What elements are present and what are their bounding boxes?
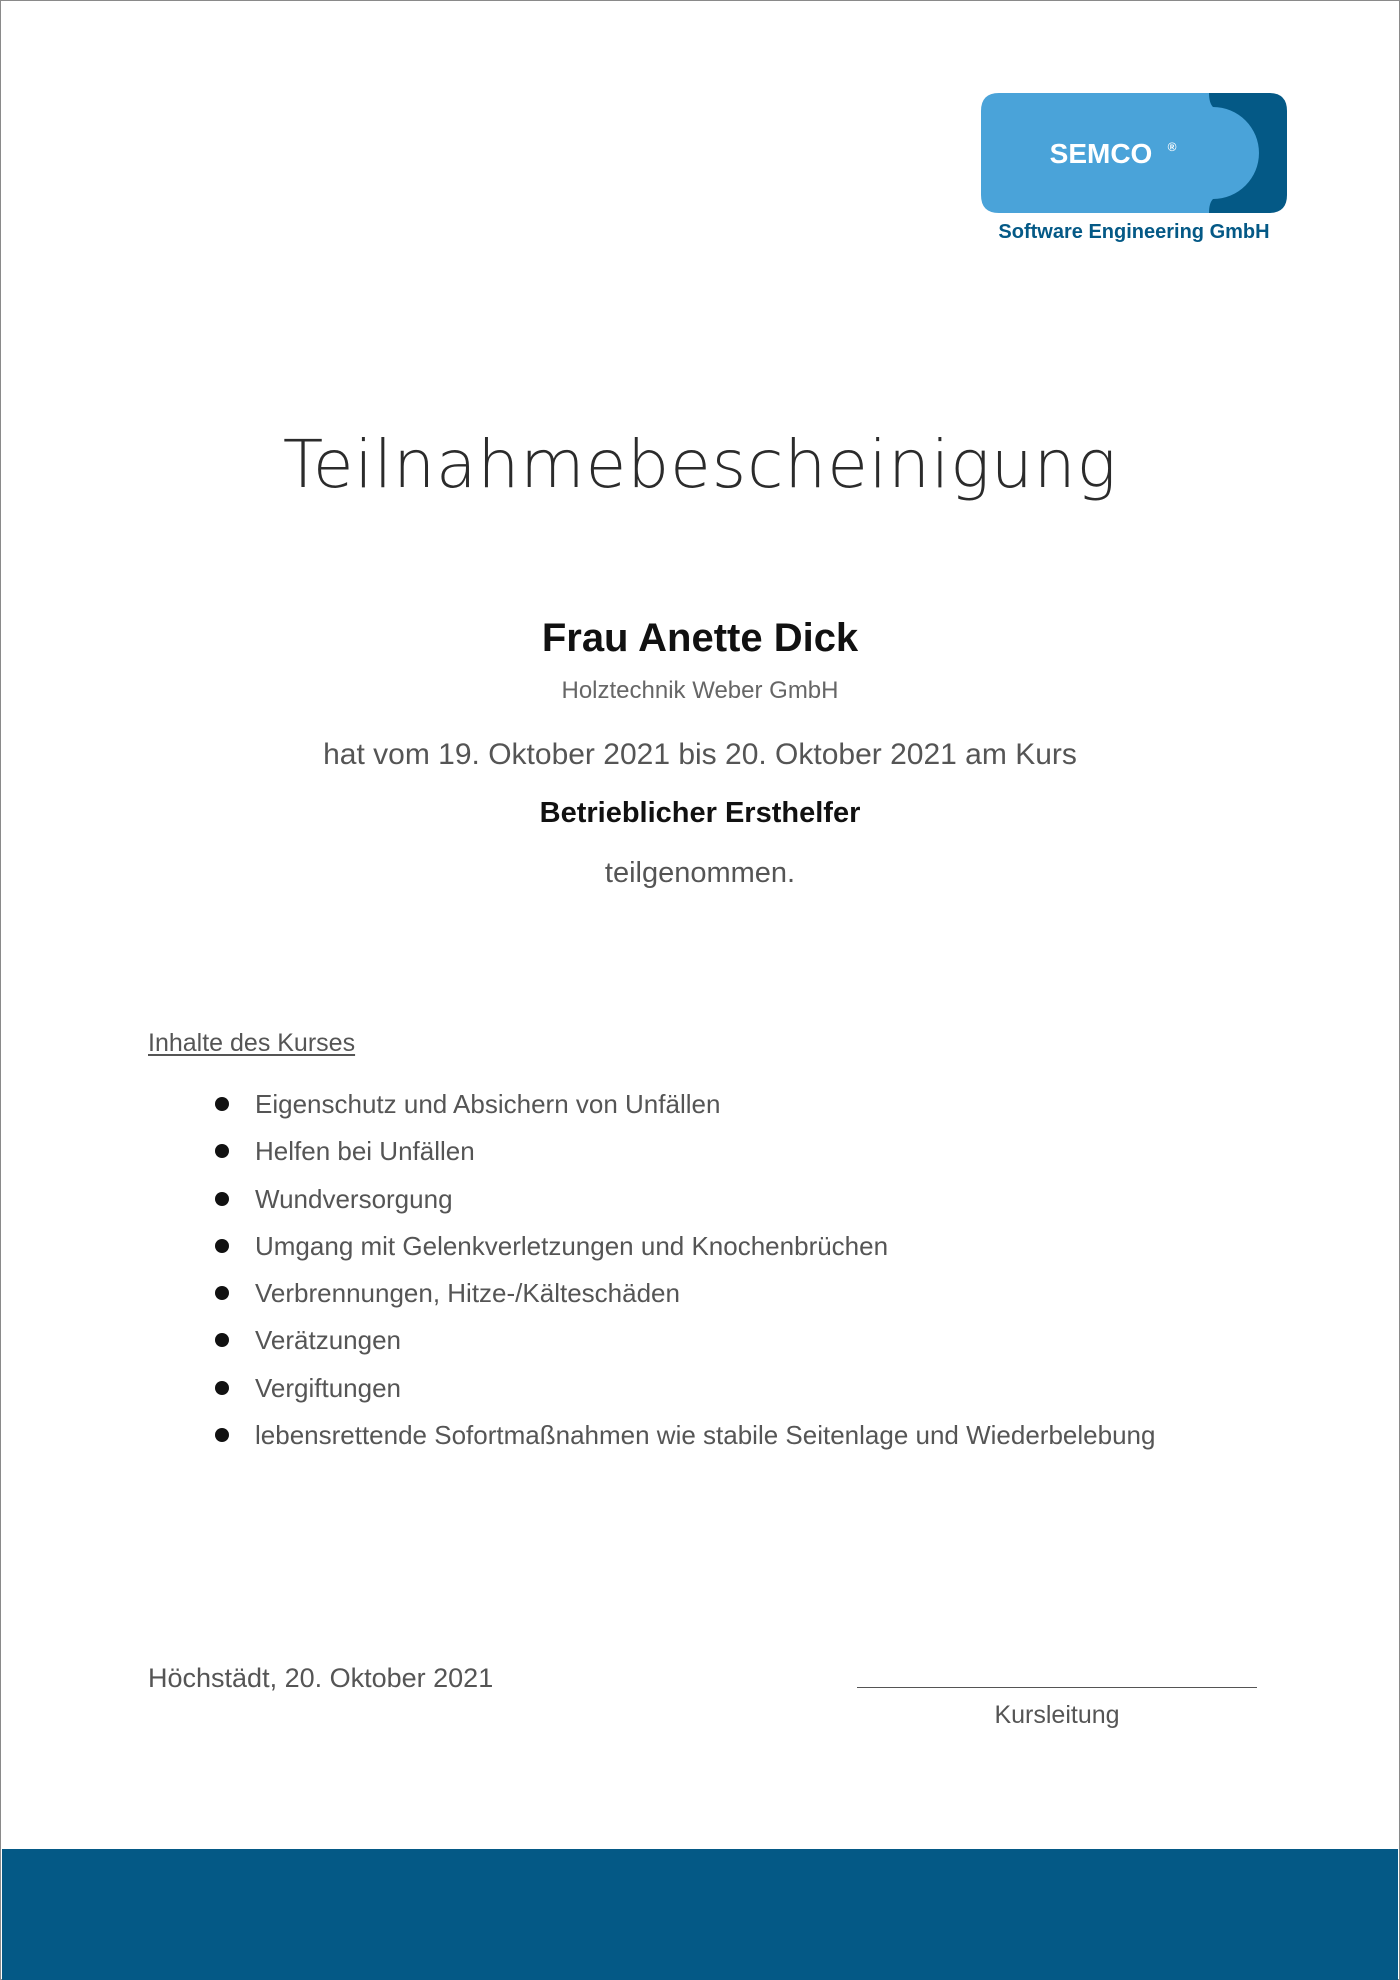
semco-logo	[981, 93, 1287, 243]
course-name: Betrieblicher Ersthelfer	[539, 797, 861, 829]
list-item	[211, 1131, 1155, 1178]
signature-label: Kursleitung	[994, 1701, 1120, 1729]
bullet-icon	[215, 1097, 229, 1111]
certificate-title: Teilnahmebescheinigung	[282, 426, 1118, 503]
list-item	[211, 1179, 1155, 1226]
list-item	[211, 1415, 1155, 1462]
list-item	[211, 1273, 1155, 1320]
participant-company: Holztechnik Weber GmbH	[561, 677, 839, 704]
footer-band	[2, 1849, 1398, 1980]
list-item-text: Verätzungen	[255, 1325, 402, 1356]
list-item-text: Eigenschutz und Absichern von Unfällen	[255, 1089, 721, 1119]
bullet-icon	[215, 1333, 229, 1347]
bullet-icon	[215, 1286, 229, 1300]
list-item	[211, 1226, 1155, 1273]
bullet-icon	[215, 1381, 229, 1395]
list-item-text: Umgang mit Gelenkverletzungen und Knochenbrüchen	[255, 1230, 889, 1261]
list-item	[211, 1320, 1155, 1367]
list-item-text: lebensrettende Sofortmaßnahmen wie stabile Seitenlage und Wiederbelebung	[255, 1420, 1156, 1451]
signature-line	[857, 1687, 1257, 1688]
bullet-icon	[215, 1428, 229, 1442]
course-contents-list	[211, 1084, 1155, 1462]
list-item	[211, 1084, 1155, 1131]
bullet-icon	[215, 1144, 229, 1158]
list-item-text: Verbrennungen, Hitze-/Kälteschäden	[255, 1278, 680, 1309]
list-item-text: Vergiftungen	[255, 1372, 402, 1403]
logo-registered-mark: ®	[1167, 140, 1177, 154]
list-item	[211, 1368, 1155, 1415]
course-contents-heading: Inhalte des Kurses	[148, 1029, 356, 1057]
logo-brand-text: SEMCO	[1049, 138, 1153, 169]
closing-text: teilgenommen.	[604, 857, 796, 889]
logo-tagline: Software Engineering GmbH	[998, 221, 1270, 243]
course-date-sentence: hat vom 19. Oktober 2021 bis 20. Oktober 2021 am Kurs	[323, 738, 1077, 771]
participant-name: Frau Anette Dick	[541, 616, 859, 660]
list-item-text: Wundversorgung	[255, 1183, 453, 1214]
bullet-icon	[215, 1192, 229, 1206]
bullet-icon	[215, 1239, 229, 1253]
place-and-date: Höchstädt, 20. Oktober 2021	[148, 1663, 494, 1693]
list-item-text: Helfen bei Unfällen	[255, 1136, 475, 1167]
